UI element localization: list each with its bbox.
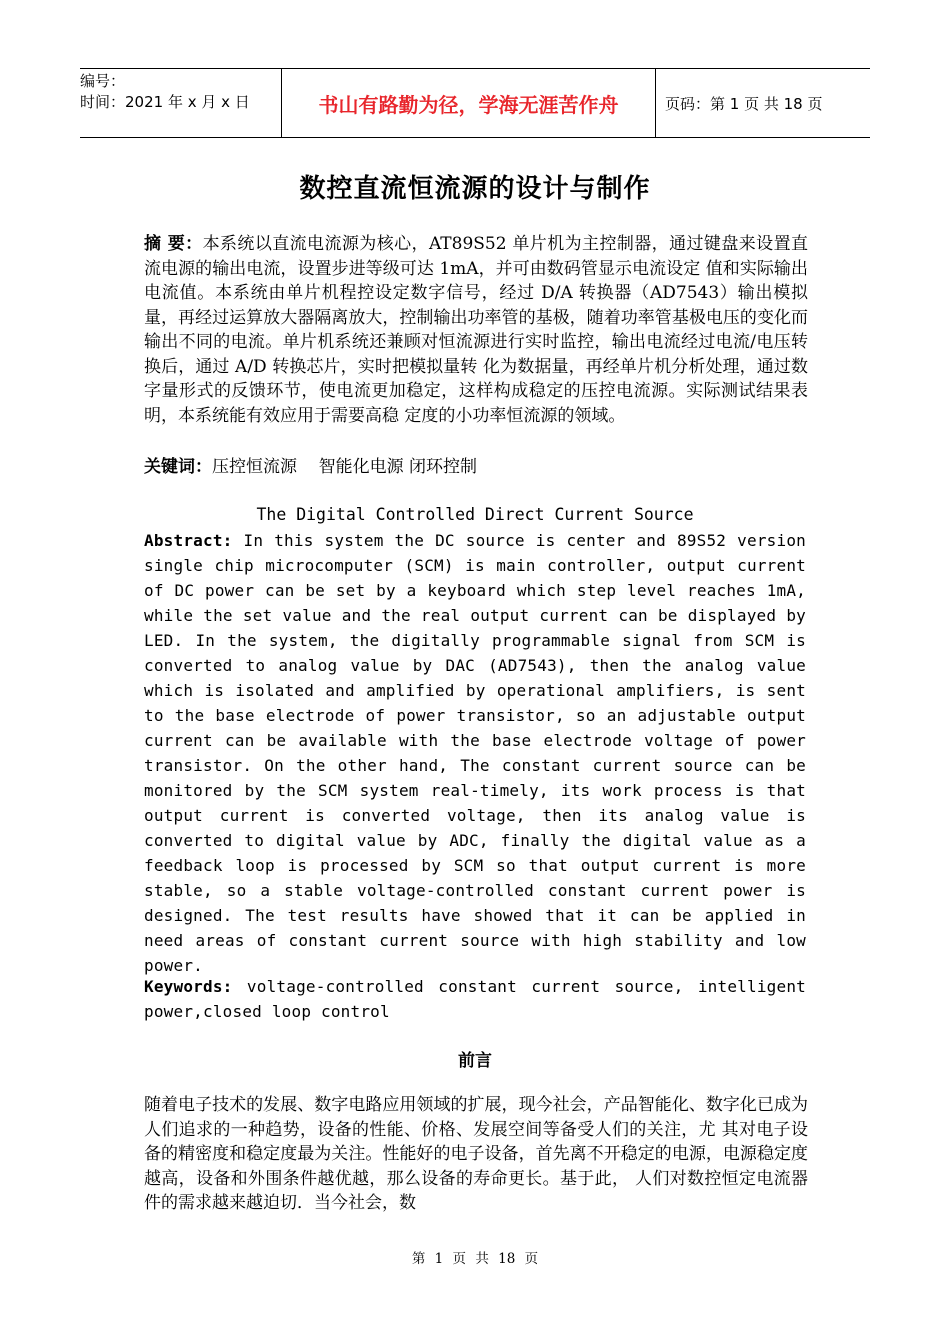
- page-footer: 第 1 页 共 18 页: [411, 1251, 539, 1267]
- abstract-en-label: Abstract:: [144, 531, 233, 550]
- preface-text: 随着电子技术的发展、数字电路应用领域的扩展，现今社会，产品智能化、数字化已成为人们追求的一种趋势，设备的性能、价格、发展空间等备受人们的关注，尤 其对电子设备的精密度和稳定度最为关注。性能好的电子设备，首先离不开稳定的电源，电源稳定度越高，设备和外围条件越优越，那么设备的寿命更长。基于此， 人们对数控恒定电流器件的需求越来越迫切．当今社会，数: [144, 1095, 808, 1213]
- header-info: [80, 69, 280, 139]
- english-title: The Digital Controlled Direct Current Source: [256, 505, 694, 524]
- page-header: [80, 68, 870, 138]
- abstract-en-text: In this system the DC source is center and 89S52 version single chip microcomputer (SCM) is main controller, output current of DC power can be set by a keyboard which step level reaches 1mA, while the set value and the real output current can be displayed by LED. In the system, the digitally programmable signal from SCM is converted to analog value by DAC (AD7543), then the analog value which is isolated and amplified by operational amplifiers, is sent to the base electrode of power transistor, so an adjustable output current can be available with the base electrode voltage of power transistor. On the other hand, The constant current source can be monitored by the SCM system real-timely, its work process is that output current is converted voltage, then its analog value is converted to digital value by ADC, finally the digital value as a feedback loop is processed by SCM so that output current is more stable, so a stable voltage-controlled constant current power is designed. The test results have showed that it can be applied in need areas of constant current source with high stability and low power.: [144, 531, 806, 975]
- number-label: 编号：: [80, 72, 126, 90]
- keywords-cn-label: 关键词：: [144, 457, 212, 477]
- abstract-cn-text: 本系统以直流电流源为核心，AT89S52 单片机为主控制器，通过键盘来设置直流电源的输出电流，设置步进等级可达 1mA，并可由数码管显示电流设定 值和实际输出电流值。本系统由单片机程控设定数字信号，经过 D/A 转换器（AD7543）输出模拟量，再经过运算放大器隔离放大，控制输出功率管的基极，随着功率管基极电压的变化而输出不同的电流。单片机系统还兼顾对恒流源进行实时监控，输出电流经过电流/电压转换后，通过 A/D 转换芯片，实时把模拟量转 化为数据量，再经单片机分析处理，通过数字量形式的反馈环节，使电流更加稳定，这样构成稳定的压控电流源。实际测试结果表明，本系统能有效应用于需要高稳 定度的小功率恒流源的领域。: [144, 234, 808, 426]
- keywords-en-label: Keywords:: [144, 977, 233, 996]
- abstract-en: [144, 528, 806, 978]
- keywords-cn-text: 压控恒流源 智能化电源 闭环控制: [212, 457, 478, 477]
- keywords-cn: [144, 455, 808, 480]
- preface-heading: 前言: [458, 1051, 492, 1071]
- keywords-en-text: voltage-controlled constant current source, intelligent power,closed loop control: [144, 977, 806, 1021]
- header-page-info: 页码：第 1 页 共 18 页: [665, 94, 823, 113]
- time-label: 时间：2021 年 x 月 x 日: [80, 93, 250, 111]
- document-title: 数控直流恒流源的设计与制作: [299, 174, 651, 204]
- keywords-en: [144, 974, 806, 1024]
- header-motto: 书山有路勤为径，学海无涯苦作舟: [281, 69, 656, 137]
- abstract-cn: [144, 232, 808, 428]
- abstract-cn-label: 摘 要：: [144, 234, 203, 254]
